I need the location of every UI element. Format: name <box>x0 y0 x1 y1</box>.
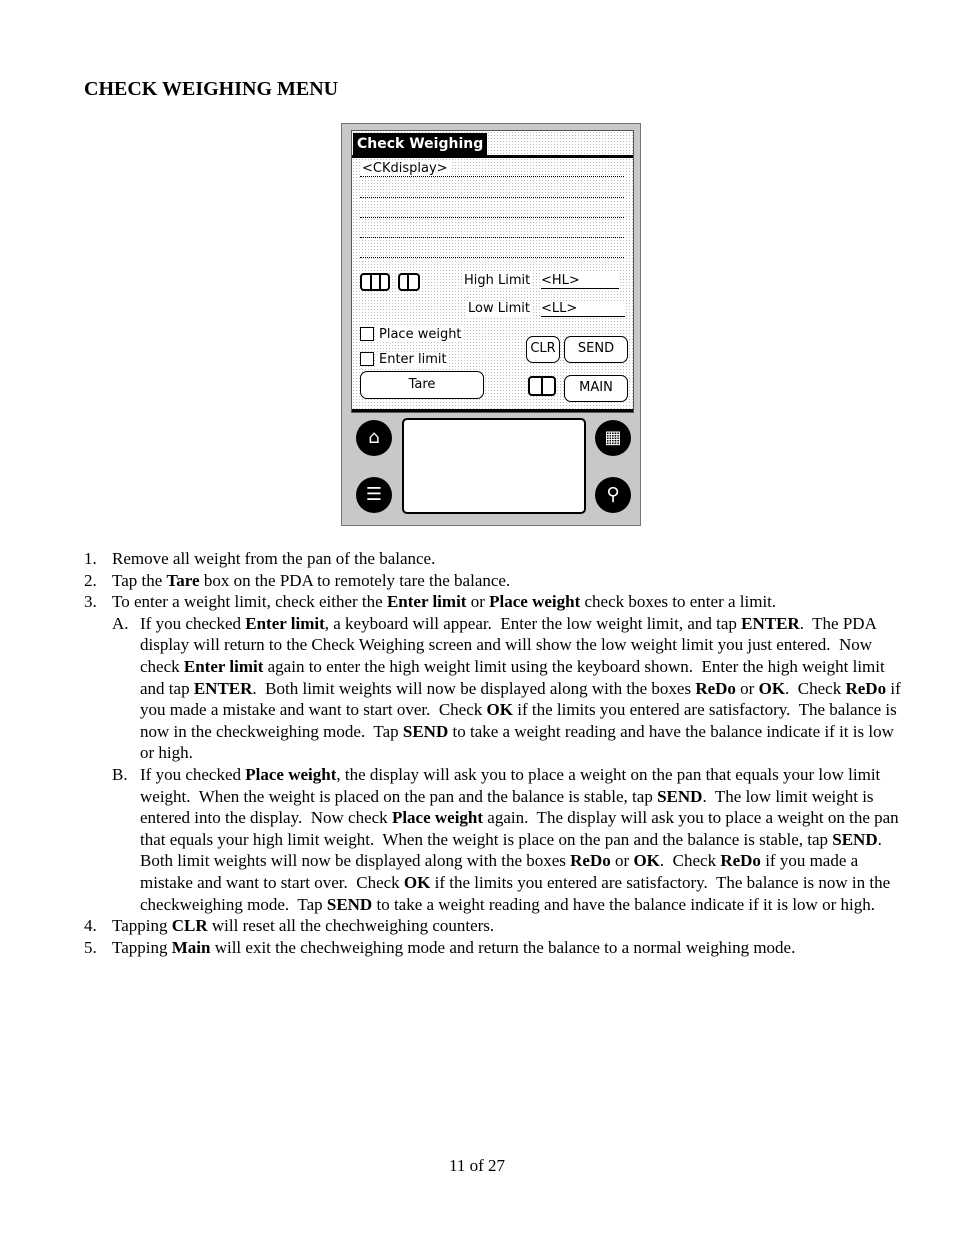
pda-title: Check Weighing <box>353 133 487 155</box>
send-button[interactable]: SEND <box>564 336 628 363</box>
display-line <box>360 217 624 218</box>
enter-limit-checkbox[interactable] <box>360 352 374 366</box>
step-item <box>84 591 904 613</box>
enter-limit-label: Enter limit <box>379 352 447 367</box>
home-icon[interactable]: ⌂ <box>356 420 392 456</box>
substep-item-text: If you checked Place weight, the display will ask you to place a weight on the pan that equals your low limit weight. When the weight is placed on the pan and the balance is stable, tap SEND. The low limit weight is entered into the display. Now check Place weight again. The display will ask you to place a weight on the pan that equals your high limit weight. When the weight is place on the pan and the balance is stable, tap SEND. Both limit weights will now be displayed along with the boxes ReDo or OK. Check ReDo if you made a mistake and want to start over. Check OK if the limits you entered are satisfactory. The balance is now in the checkweighing mode. Tap SEND to take a weight reading and have the balance indicate if it is low or high. <box>140 764 899 914</box>
step-item <box>84 548 904 570</box>
substep-item-text: If you checked Enter limit, a keyboard will appear. Enter the low weight limit, and tap ENTER. The PDA display will return to the Check Weighing screen and will show the low weight limit you just entered. Now check Enter limit again to enter the high weight limit using the keyboard shown. Enter the high weight limit and tap ENTER. Both limit weights will now be displayed along with the boxes ReDo or OK. Check ReDo if you made a mistake and want to start over. Check OK if the limits you entered are satisfactory. The balance is now in the checkweighing mode. Tap SEND to take a weight reading and have the balance indicate if it is low or high. <box>140 613 901 763</box>
step-item-text: To enter a weight limit, check either the Enter limit or Place weight check boxes to enter a limit. <box>112 592 777 612</box>
counter-low <box>398 273 420 291</box>
step-item-marker: 1. <box>84 549 97 568</box>
display-line <box>360 237 624 238</box>
high-limit-field[interactable]: <HL> <box>541 273 619 289</box>
step-item <box>84 937 904 959</box>
instructions <box>84 548 904 958</box>
step-item <box>84 915 904 937</box>
step-item-marker: 2. <box>84 570 97 590</box>
high-limit-label: High Limit <box>464 273 531 288</box>
tare-button[interactable]: Tare <box>360 371 484 399</box>
substep-item <box>112 764 904 915</box>
counter-high <box>360 273 390 291</box>
main-button[interactable]: MAIN <box>564 375 628 402</box>
ck-display-field: <CKdisplay> <box>362 161 448 176</box>
step-item-text: Remove all weight from the pan of the balance. <box>112 549 436 568</box>
step-item-text: Tapping CLR will reset all the chechweighing counters. <box>112 916 495 936</box>
display-line <box>360 257 624 258</box>
place-weight-checkbox[interactable] <box>360 327 374 341</box>
pda-screen <box>351 130 634 413</box>
find-icon[interactable]: ⚲ <box>595 477 631 513</box>
result-boxes <box>528 376 556 396</box>
menu-icon[interactable]: ☰ <box>356 477 392 513</box>
step-item-text: Tapping Main will exit the chechweighing mode and return the balance to a normal weighing mode. <box>112 937 796 957</box>
step-item-text: Tap the Tare box on the PDA to remotely tare the balance. <box>112 570 511 590</box>
step-item <box>84 570 904 592</box>
calculator-icon[interactable]: ▦ <box>595 420 631 456</box>
step-item-marker: 4. <box>84 916 97 936</box>
substep-item <box>112 613 904 764</box>
step-item-marker: 5. <box>84 937 97 957</box>
pda-screenshot <box>341 123 641 526</box>
display-line <box>360 176 624 177</box>
substep-item-marker: B. <box>112 764 128 784</box>
substep-item-marker: A. <box>112 613 129 633</box>
display-line <box>360 197 624 198</box>
clr-button[interactable]: CLR <box>526 336 560 363</box>
place-weight-label: Place weight <box>379 327 462 342</box>
page-number: 11 of 27 <box>448 1156 506 1175</box>
step-item-marker: 3. <box>84 592 97 612</box>
low-limit-field[interactable]: <LL> <box>541 301 625 317</box>
graffiti-area[interactable] <box>402 418 586 514</box>
title-rule <box>352 155 633 158</box>
low-limit-label: Low Limit <box>468 301 530 316</box>
screen-bottom-rule <box>352 409 633 412</box>
page-heading: CHECK WEIGHING MENU <box>84 78 339 100</box>
